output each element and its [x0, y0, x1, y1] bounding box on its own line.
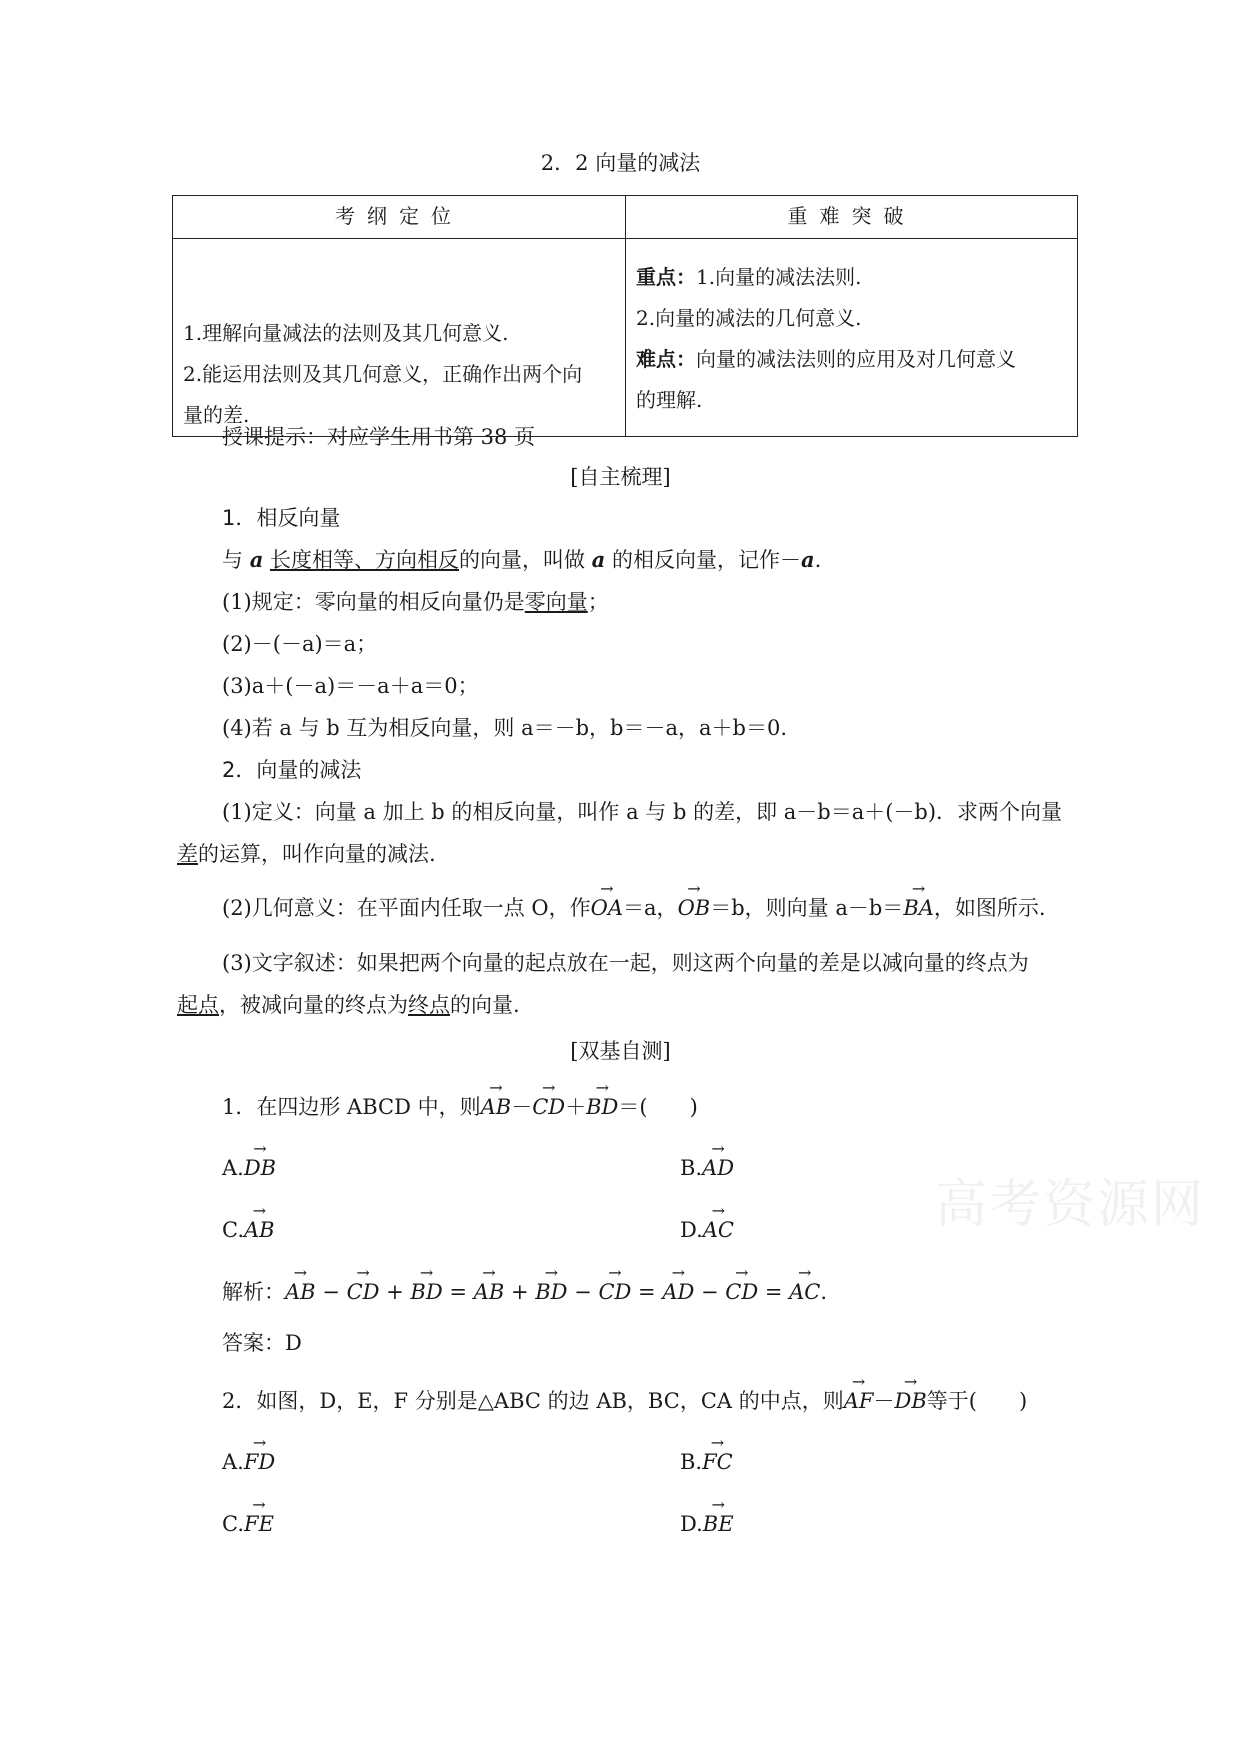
text-fragment: 2．如图，D，E，F 分别是△ABC 的边 AB，BC，CA 的中点，则 [222, 1389, 844, 1413]
opposite-vector-definition [222, 545, 821, 575]
vector-af: → AF [844, 1386, 874, 1416]
option-vector: → AC [703, 1215, 734, 1245]
q2-option-a [222, 1447, 275, 1477]
text-fragment: 的相反向量，记作－ [605, 548, 801, 572]
underlined-answer: 起点 [177, 993, 219, 1017]
difficulty-label: 难点： [636, 347, 696, 371]
vector: → AC [789, 1277, 820, 1307]
syllabus-item-1: 1.理解向量减法的法则及其几何意义. [183, 321, 509, 345]
option-label: C. [222, 1218, 244, 1242]
option-vector: → DB [244, 1153, 276, 1183]
underlined-answer: 差 [177, 842, 198, 866]
vector: → CD [347, 1277, 380, 1307]
difficulty-1: 向量的减法法则的应用及对几何意义 [696, 347, 1016, 371]
option-label: B. [680, 1156, 703, 1180]
key-point-1: 1.向量的减法法则. [696, 265, 862, 289]
heading-opposite-vectors: 1．相反向量 [222, 506, 341, 530]
question-1-stem [222, 1092, 698, 1122]
vector: → BD [410, 1277, 442, 1307]
option-vector: → AD [702, 1153, 734, 1183]
underlined-answer: 零向量 [524, 590, 588, 614]
vector: → CD [598, 1277, 631, 1307]
q1-option-c [222, 1215, 275, 1245]
option-vector: → AB [244, 1215, 275, 1245]
text-description-line-2 [177, 990, 520, 1020]
watermark: 高考资源网 [935, 1175, 1206, 1235]
difficulty-2: 的理解. [636, 388, 703, 412]
definition-line-1: (1)定义：向量 a 加上 b 的相反向量，叫作 a 与 b 的差，即 a－b＝a＋(－b)．求两个向量 [222, 800, 1063, 824]
vector-cd: → CD [532, 1092, 565, 1122]
text-fragment: ＝( ) [618, 1095, 698, 1119]
underlined-answer: 终点 [408, 993, 450, 1017]
vector: → BD [535, 1277, 567, 1307]
text-fragment: ＝b，则向量 a－b＝ [710, 896, 904, 920]
vector: → CD [725, 1277, 758, 1307]
vector-db: → DB [894, 1386, 926, 1416]
geometric-meaning [222, 893, 1046, 923]
option-vector: → FC [702, 1447, 733, 1477]
option-label: D. [680, 1512, 703, 1536]
option-vector: → FE [244, 1509, 274, 1539]
q2-option-d [680, 1509, 734, 1539]
text-fragment: ，如图所示. [933, 896, 1046, 920]
option-label: A. [222, 1450, 244, 1474]
vector-a: a [249, 547, 264, 572]
analysis-label: 解析： [222, 1280, 285, 1304]
rule-1 [222, 587, 609, 617]
operator: － [873, 1389, 895, 1413]
rule-4: (4)若 a 与 b 互为相反向量，则 a＝－b，b＝－a，a＋b＝0. [222, 716, 788, 740]
key-point-2: 2.向量的减法的几何意义. [636, 306, 862, 330]
text-fragment: (2)几何意义：在平面内任取一点 O，作 [222, 896, 591, 920]
vector-ba: → BA [903, 893, 934, 923]
page-title: 2．2 向量的减法 [540, 151, 701, 175]
option-vector: → FD [244, 1447, 275, 1477]
q1-option-a [222, 1153, 276, 1183]
text-fragment: 的向量，叫做 [458, 548, 592, 572]
heading-vector-subtraction: 2．向量的减法 [222, 758, 362, 782]
option-vector: → BE [703, 1509, 734, 1539]
text-fragment: (1)规定：零向量的相反向量仍是 [222, 590, 525, 614]
text-fragment: ； [587, 590, 609, 614]
key-points-cell [626, 239, 1078, 437]
operator: ＋ [565, 1095, 587, 1119]
text-fragment: 的运算，叫作向量的减法. [198, 842, 436, 866]
vector-bd: → BD [586, 1092, 618, 1122]
teaching-hint: 授课提示：对应学生用书第 38 页 [222, 425, 536, 449]
text-fragment: ＝a， [623, 896, 678, 920]
key-point-label: 重点： [636, 265, 696, 289]
vector-a: a [591, 547, 606, 572]
rule-3: (3)a＋(－a)＝－a＋a＝0； [222, 674, 479, 698]
operator: － [511, 1095, 533, 1119]
syllabus-item-2-cont: 量的差. [183, 403, 250, 427]
syllabus-table [172, 195, 1078, 437]
rule-2: (2)－(－a)＝a； [222, 632, 378, 656]
option-label: A. [222, 1156, 244, 1180]
text-description-line-1: (3)文字叙述：如果把两个向量的起点放在一起，则这两个向量的差是以减向量的终点为 [222, 951, 1029, 975]
option-label: D. [680, 1218, 703, 1242]
vector-oa: → OA [591, 893, 623, 923]
text-fragment: 1．在四边形 ABCD 中，则 [222, 1095, 481, 1119]
text-fragment: . [814, 548, 822, 572]
q1-answer: 答案：D [222, 1331, 302, 1355]
q2-option-b [680, 1447, 733, 1477]
vector-a: a [800, 547, 815, 572]
q1-option-d [680, 1215, 734, 1245]
section-heading-self-review: [自主梳理] [570, 465, 671, 489]
option-label: B. [680, 1450, 703, 1474]
vector: → AB [474, 1277, 505, 1307]
section-heading-self-test: [双基自测] [570, 1039, 671, 1063]
q1-option-b [680, 1153, 734, 1183]
text-fragment: 等于( ) [926, 1389, 1028, 1413]
vector-ob: → OB [678, 893, 711, 923]
question-2-stem [222, 1386, 1027, 1416]
underlined-answer: 长度相等、方向相反 [269, 548, 459, 572]
option-label: C. [222, 1512, 244, 1536]
syllabus-cell [173, 239, 626, 437]
text-fragment: 的向量. [450, 993, 520, 1017]
vector: → AB [285, 1277, 316, 1307]
definition-line-2 [177, 839, 436, 869]
table-head-key-points: 重难突破 [626, 196, 1078, 239]
vector-ab: → AB [481, 1092, 512, 1122]
table-head-syllabus: 考纲定位 [173, 196, 626, 239]
vector: → AD [662, 1277, 694, 1307]
syllabus-item-2: 2.能运用法则及其几何意义，正确作出两个向 [183, 362, 583, 386]
text-fragment: 与 [222, 548, 250, 572]
q2-option-c [222, 1509, 274, 1539]
q1-analysis: 解析：→ AB − → CD + → BD = → AB + → BD − → CD = → AD − → CD = → AC. [222, 1277, 827, 1307]
text-fragment: ，被减向量的终点为 [219, 993, 408, 1017]
